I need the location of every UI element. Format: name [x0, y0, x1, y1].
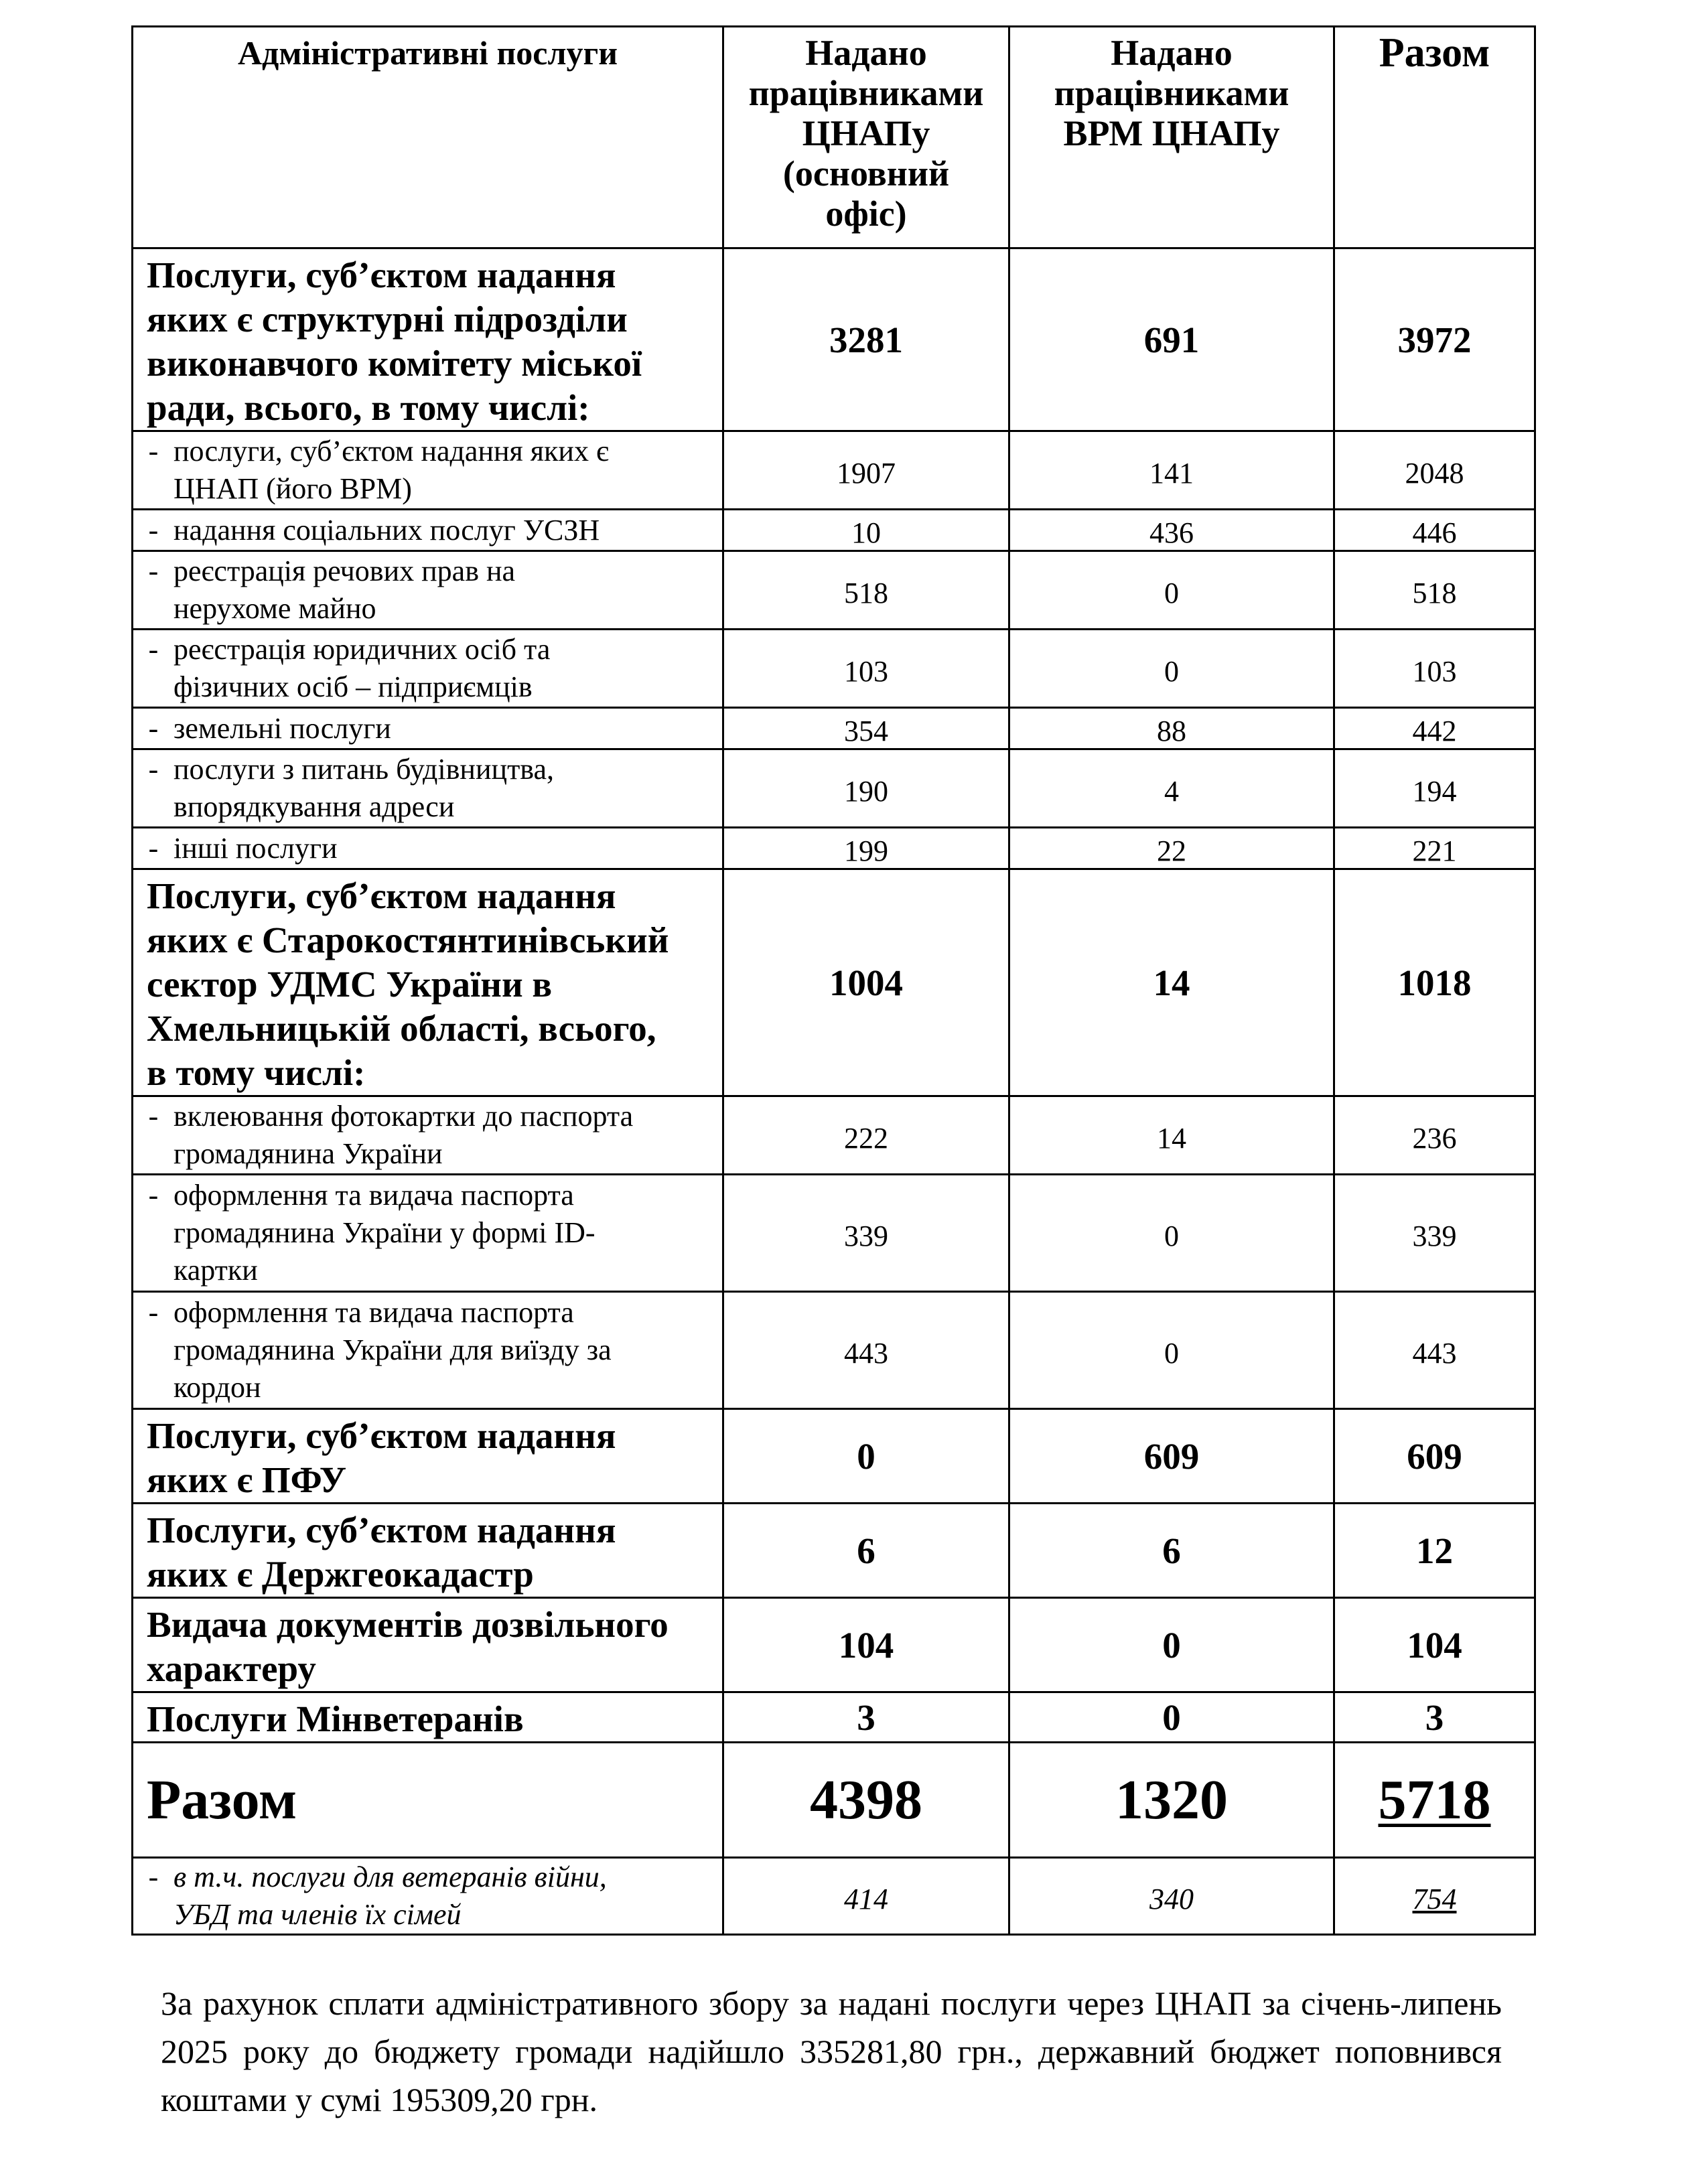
services-table [131, 25, 1536, 1936]
cell-main-office: 222 [723, 1096, 1009, 1175]
table-row-sub [133, 828, 1535, 869]
header-services: Адміністративні послуги [133, 27, 723, 248]
cell-total: 442 [1334, 708, 1535, 749]
cell-total: 236 [1334, 1096, 1535, 1175]
table-row-sub [133, 708, 1535, 749]
cell-total: 518 [1334, 551, 1535, 630]
cell-vrm: 0 [1009, 1598, 1334, 1692]
header-vrm: Надано працівниками ВРМ ЦНАПу [1009, 27, 1334, 248]
cell-total: 194 [1334, 749, 1535, 828]
row-label: Послуги, суб’єктом надання яких є структурні підрозділи виконавчого комітету міської ради, всього, в тому числі: [133, 248, 723, 431]
cell-vrm: 88 [1009, 708, 1334, 749]
row-label: - земельні послуги [133, 708, 723, 749]
row-label: Послуги, суб’єктом надання яких є Старокостянтинівський сектор УДМС України в Хмельницькій області, всього, в тому числі: [133, 869, 723, 1096]
cell-main-office: 0 [723, 1409, 1009, 1504]
row-label: Послуги, суб’єктом надання яких є ПФУ [133, 1409, 723, 1504]
cell-vrm: 0 [1009, 1292, 1334, 1409]
row-label: - послуги, суб’єктом надання яких є ЦНАП (його ВРМ) [133, 431, 723, 510]
total-label: Разом [133, 1743, 723, 1858]
cell-total: 12 [1334, 1504, 1535, 1598]
cell-total: 754 [1334, 1858, 1535, 1935]
cell-main-office: 10 [723, 510, 1009, 551]
cell-vrm: 436 [1009, 510, 1334, 551]
table-row-category [133, 248, 1535, 431]
total-main-office: 4398 [723, 1743, 1009, 1858]
cell-main-office: 190 [723, 749, 1009, 828]
cell-vrm: 14 [1009, 1096, 1334, 1175]
row-label: - інші послуги [133, 828, 723, 869]
table-row-sub [133, 551, 1535, 630]
cell-main-office: 1004 [723, 869, 1009, 1096]
row-label: Послуги Мінветеранів [133, 1692, 723, 1743]
cell-vrm: 0 [1009, 630, 1334, 708]
cell-main-office: 6 [723, 1504, 1009, 1598]
cell-vrm: 0 [1009, 1175, 1334, 1292]
table-row-category [133, 1598, 1535, 1692]
budget-note: За рахунок сплати адміністративного збору за надані послуги через ЦНАП за січень-липень 2025 року до бюджету громади надійшло 335281,80 грн., державний бюджет поповнився коштами у сумі 195309,20 грн. [161, 1984, 1502, 2118]
row-label: - надання соціальних послуг УСЗН [133, 510, 723, 551]
cell-vrm: 14 [1009, 869, 1334, 1096]
table-row-total [133, 1743, 1535, 1858]
row-label: - послуги з питань будівництва, впорядкування адреси [133, 749, 723, 828]
header-total: Разом [1334, 27, 1535, 248]
row-label: - вклеювання фотокартки до паспорта громадянина України [133, 1096, 723, 1175]
cell-vrm: 0 [1009, 551, 1334, 630]
total-sum: 5718 [1334, 1743, 1535, 1858]
row-label: - оформлення та видача паспорта громадянина України у формі ID- картки [133, 1175, 723, 1292]
cell-main-office: 443 [723, 1292, 1009, 1409]
cell-total: 446 [1334, 510, 1535, 551]
cell-main-office: 104 [723, 1598, 1009, 1692]
table-row-sub [133, 1175, 1535, 1292]
cell-total: 443 [1334, 1292, 1535, 1409]
table-row-category [133, 1409, 1535, 1504]
cell-main-office: 199 [723, 828, 1009, 869]
cell-main-office: 103 [723, 630, 1009, 708]
table-row-sub [133, 630, 1535, 708]
cell-vrm: 141 [1009, 431, 1334, 510]
cell-main-office: 3 [723, 1692, 1009, 1743]
cell-vrm: 691 [1009, 248, 1334, 431]
row-label: Видача документів дозвільного характеру [133, 1598, 723, 1692]
cell-total: 609 [1334, 1409, 1535, 1504]
table-row-veterans [133, 1858, 1535, 1935]
row-label: - реєстрація речових прав на нерухоме майно [133, 551, 723, 630]
row-label: - реєстрація юридичних осіб та фізичних осіб – підприємців [133, 630, 723, 708]
cell-total: 3 [1334, 1692, 1535, 1743]
row-label: - оформлення та видача паспорта громадянина України для виїзду за кордон [133, 1292, 723, 1409]
cell-main-office: 518 [723, 551, 1009, 630]
cell-main-office: 3281 [723, 248, 1009, 431]
cell-main-office: 1907 [723, 431, 1009, 510]
table-row-category [133, 869, 1535, 1096]
cell-vrm: 340 [1009, 1858, 1334, 1935]
total-vrm: 1320 [1009, 1743, 1334, 1858]
table-row-sub [133, 1096, 1535, 1175]
row-label: Послуги, суб’єктом надання яких є Держгеокадастр [133, 1504, 723, 1598]
table-row-category [133, 1504, 1535, 1598]
cell-total: 103 [1334, 630, 1535, 708]
cell-vrm: 22 [1009, 828, 1334, 869]
cell-vrm: 609 [1009, 1409, 1334, 1504]
table-row-sub [133, 749, 1535, 828]
cell-vrm: 4 [1009, 749, 1334, 828]
cell-total: 1018 [1334, 869, 1535, 1096]
cell-vrm: 0 [1009, 1692, 1334, 1743]
cell-total: 221 [1334, 828, 1535, 869]
table-row-sub [133, 510, 1535, 551]
table-row-sub [133, 431, 1535, 510]
header-main-office: Надано працівниками ЦНАПу (основний офіс) [723, 27, 1009, 248]
table-row-sub [133, 1292, 1535, 1409]
cell-total: 3972 [1334, 248, 1535, 431]
cell-total: 339 [1334, 1175, 1535, 1292]
cell-vrm: 6 [1009, 1504, 1334, 1598]
cell-total: 2048 [1334, 431, 1535, 510]
cell-total: 104 [1334, 1598, 1535, 1692]
table-row-category [133, 1692, 1535, 1743]
cell-main-office: 354 [723, 708, 1009, 749]
cell-main-office: 339 [723, 1175, 1009, 1292]
header-row [133, 27, 1535, 248]
row-label: - в т.ч. послуги для ветеранів війни, УБД та членів їх сімей [133, 1858, 723, 1935]
cell-main-office: 414 [723, 1858, 1009, 1935]
